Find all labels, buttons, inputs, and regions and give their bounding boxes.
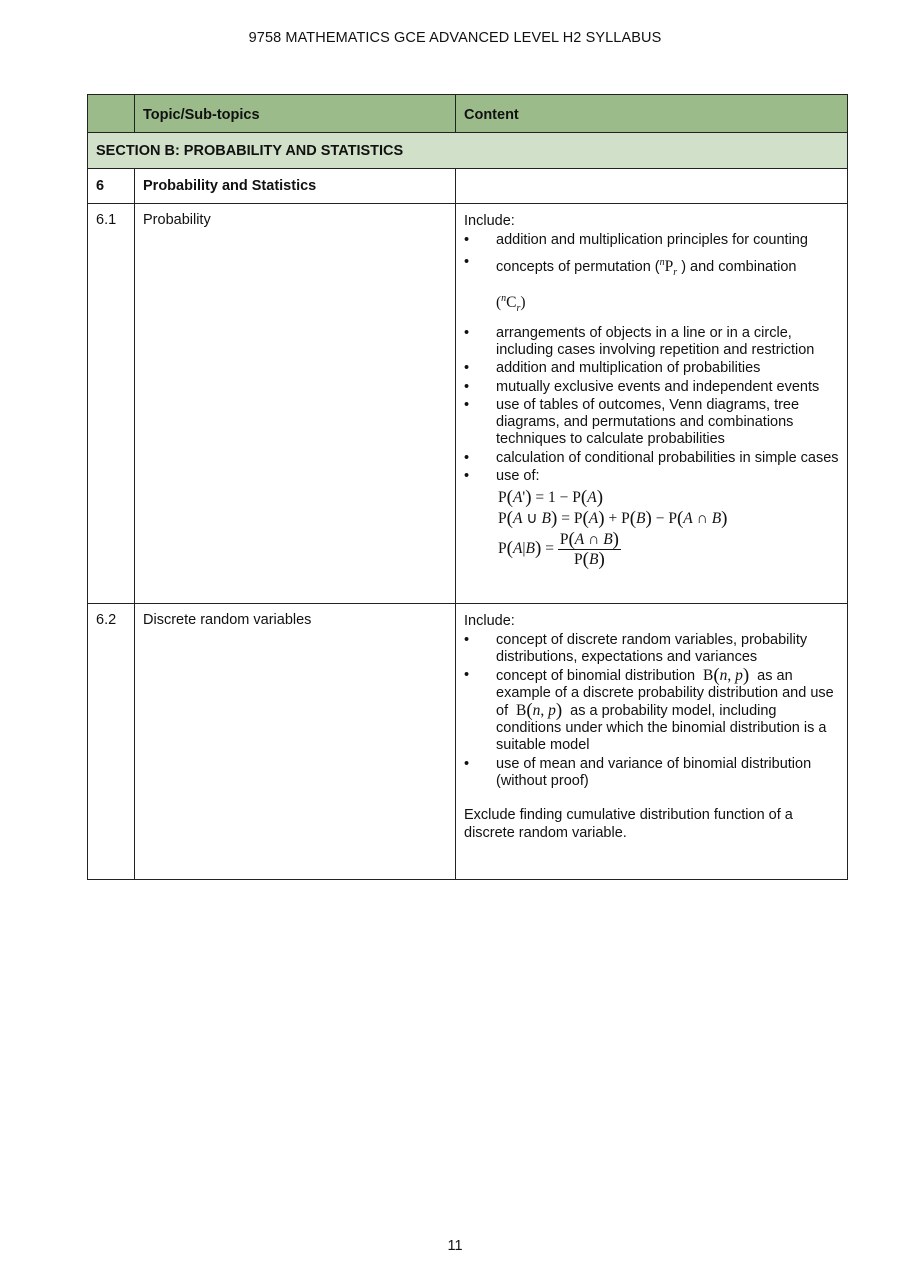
list-item-text: concept of discrete random variables, probability distributions, expectations and variances — [496, 631, 808, 665]
list-item — [464, 379, 839, 396]
bullet-icon: • — [464, 253, 470, 270]
list-item-text: addition and multiplication of probabilities — [496, 360, 761, 376]
combination-formula: $(^nC_r)$ — [496, 292, 526, 314]
list-item — [464, 667, 839, 754]
bullet-icon: • — [464, 449, 470, 466]
list-item-text: calculation of conditional probabilities in simple cases — [496, 449, 839, 466]
list-item — [464, 325, 839, 359]
list-item — [464, 254, 839, 319]
binomial-formula: B(n, p) — [699, 665, 750, 686]
header-topic: Topic/Sub-topics — [135, 95, 456, 133]
topic-number: 6 — [88, 169, 135, 204]
list-item — [464, 756, 839, 790]
bullet-icon: • — [464, 324, 470, 341]
list-item-text: use of: — [496, 468, 540, 484]
subtopic-number: 6.2 — [88, 604, 135, 880]
table-row — [88, 604, 848, 880]
list-item-text: concepts of permutation ( — [496, 258, 660, 275]
subtopic-content — [456, 204, 848, 604]
bullet-icon: • — [464, 378, 470, 395]
header-content: Content — [456, 95, 848, 133]
list-item-text: use of mean and variance of binomial distribution (without proof) — [496, 755, 812, 789]
list-item — [464, 468, 839, 568]
list-item-text: as an example of a discrete probability distribution and use of — [496, 668, 834, 719]
list-item-text: arrangements of objects in a line or in a circle, including cases involving repetition and restriction — [496, 324, 815, 358]
subtopic-content — [456, 604, 848, 880]
union-formula: P(A ∪ B) = P(A) + P(B) − P(A ∩ B) — [498, 508, 728, 529]
list-item-text: mutually exclusive events and independent events — [496, 378, 820, 395]
topic-title: Probability and Statistics — [135, 169, 456, 204]
subtopic-title: Probability — [135, 204, 456, 604]
bullet-icon: • — [464, 397, 470, 413]
binomial-formula: B(n, p) — [512, 700, 563, 721]
list-item — [464, 360, 839, 377]
bullet-icon: • — [464, 631, 470, 648]
topic-content-empty — [456, 169, 848, 204]
list-item — [464, 397, 839, 448]
section-title: SECTION B: PROBABILITY AND STATISTICS — [88, 133, 848, 169]
page-header: 9758 MATHEMATICS GCE ADVANCED LEVEL H2 SYLLABUS — [248, 30, 662, 46]
bullet-icon: • — [464, 755, 470, 772]
table-header-row — [88, 95, 848, 133]
list-item-text: as a probability model, including conditions under which the binomial distribution is a suitable model — [496, 703, 827, 753]
page-number: 11 — [447, 1238, 463, 1254]
permutation-formula: $^nP_r$ — [659, 256, 678, 278]
header-number-cell — [88, 95, 135, 133]
table-row — [88, 204, 848, 604]
content-list — [464, 232, 839, 569]
bullet-icon: • — [464, 360, 470, 376]
list-item-text: use of tables of outcomes, Venn diagrams, tree diagrams, and permutations and combinations techniques to calculate probabilities — [496, 397, 800, 447]
content-list — [464, 632, 839, 790]
exclude-note: Exclude finding cumulative distribution function of a discrete random variable. — [464, 806, 793, 841]
list-item-text: concept of binomial distribution — [496, 668, 696, 684]
complement-formula: P(A') = 1 − P(A) — [498, 487, 604, 508]
list-item-text: ) and combination — [681, 258, 797, 275]
conditional-formula: P(A|B) = $\frac{P(A \cap B)}{P(B)}$ — [498, 529, 619, 570]
subtopic-title: Discrete random variables — [135, 604, 456, 880]
list-item — [464, 450, 839, 467]
bullet-icon: • — [464, 468, 470, 484]
subtopic-number: 6.1 — [88, 204, 135, 604]
include-label: Include: — [464, 213, 515, 229]
topic-row — [88, 169, 848, 204]
section-row — [88, 133, 848, 169]
list-item — [464, 232, 839, 249]
include-label: Include: — [464, 613, 515, 629]
bullet-icon: • — [464, 667, 470, 683]
bullet-icon: • — [464, 231, 470, 248]
list-item — [464, 632, 839, 666]
syllabus-table — [87, 94, 848, 880]
list-item-text: addition and multiplication principles for counting — [496, 231, 808, 248]
